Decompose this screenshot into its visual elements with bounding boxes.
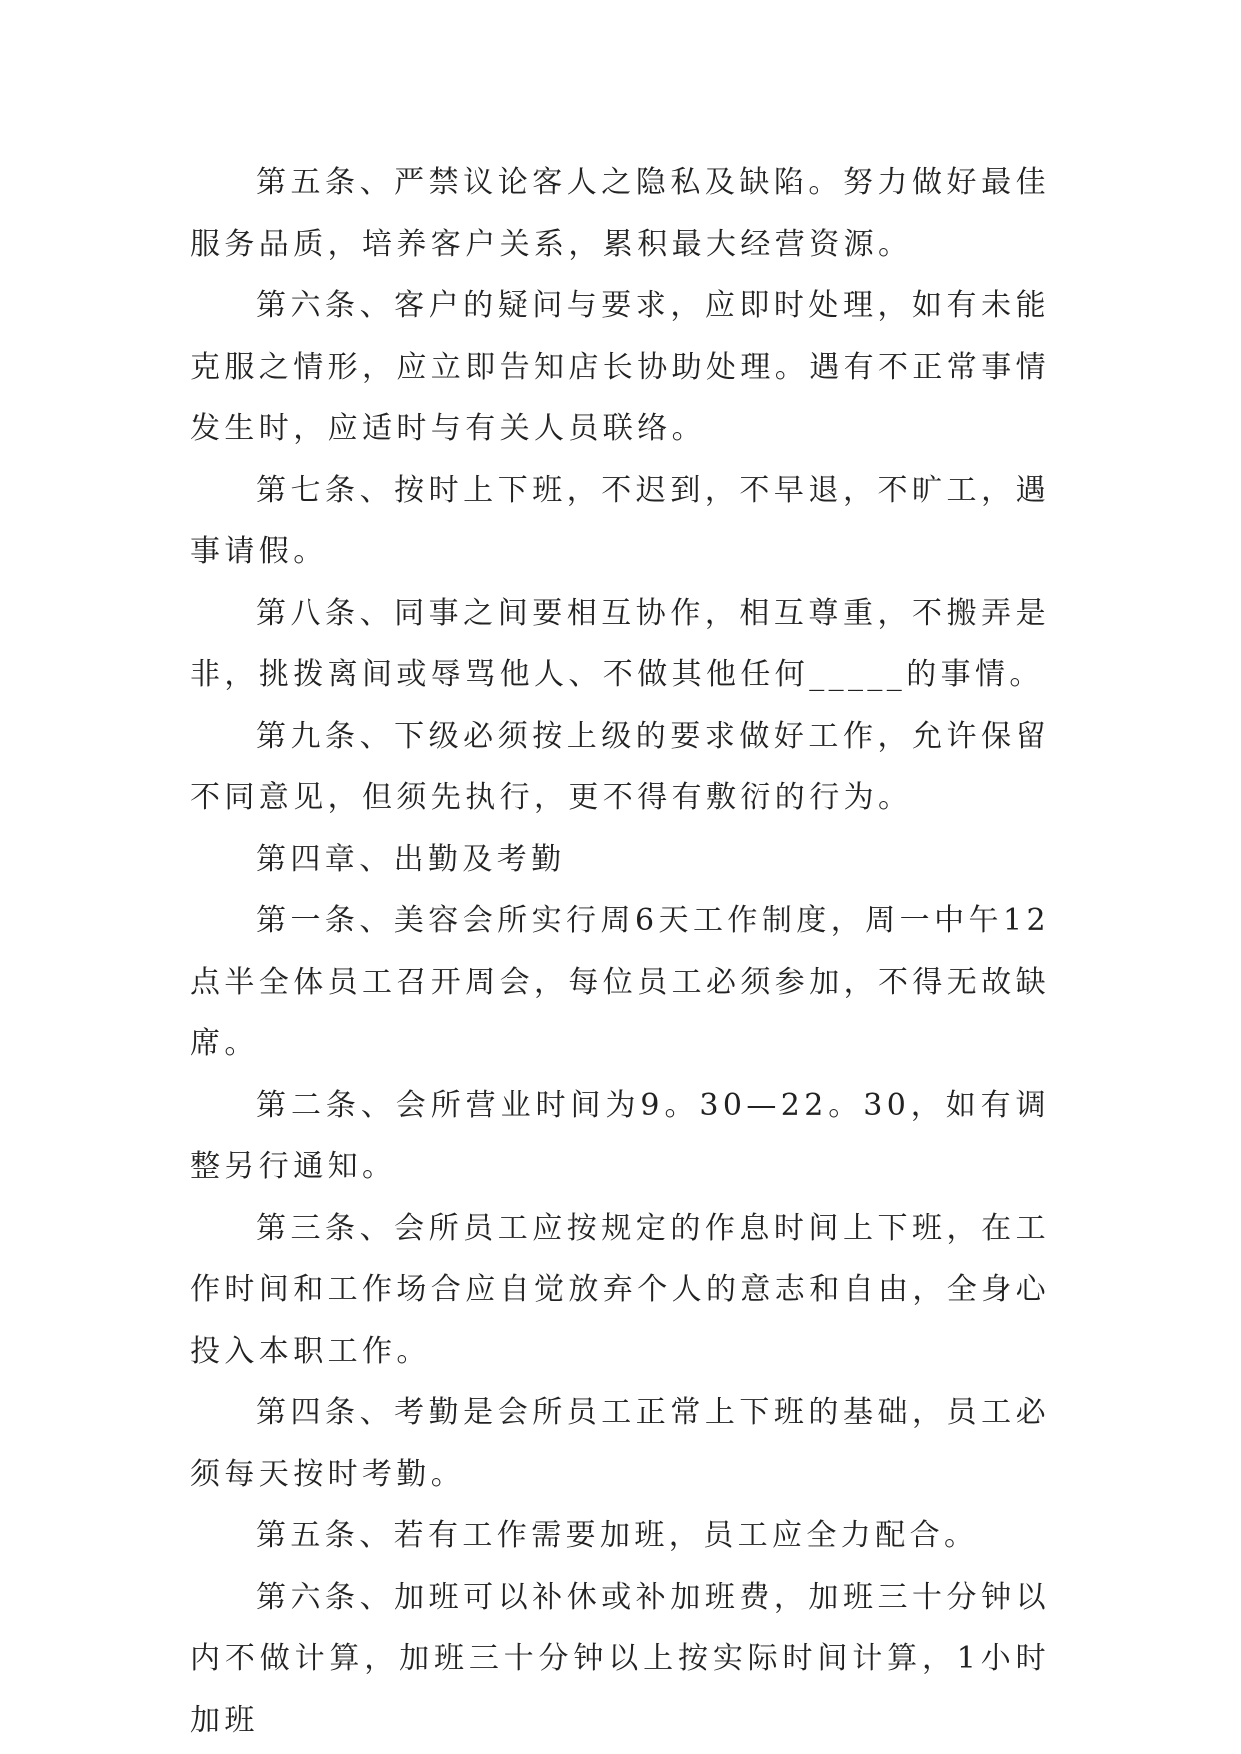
paragraph-chapter4-article-4: 第四条、考勤是会所员工正常上下班的基础，员工必须每天按时考勤。 bbox=[190, 1395, 1050, 1492]
paragraph-article-8: 第八条、同事之间要相互协作，相互尊重，不搬弄是非，挑拨离间或辱骂他人、不做其他任何_____的事情。 bbox=[190, 595, 1050, 692]
paragraph-chapter4-article-3: 第三条、会所员工应按规定的作息时间上下班，在工作时间和工作场合应自觉放弃个人的意志和自由，全身心投入本职工作。 bbox=[190, 1210, 1050, 1369]
paragraph-article-5: 第五条、严禁议论客人之隐私及缺陷。努力做好最佳服务品质，培养客户关系，累积最大经营资源。 bbox=[190, 165, 1050, 262]
chapter-heading: 第四章、出勤及考勤 bbox=[256, 841, 566, 877]
paragraph-chapter4-article-1: 第一条、美容会所实行周6天工作制度，周一中午12点半全体员工召开周会，每位员工必须参加，不得无故缺席。 bbox=[190, 903, 1050, 1061]
paragraph-chapter4-article-5: 第五条、若有工作需要加班，员工应全力配合。 bbox=[256, 1518, 979, 1553]
paragraph-article-9: 第九条、下级必须按上级的要求做好工作，允许保留不同意见，但须先执行，更不得有敷衍的行为。 bbox=[190, 718, 1050, 815]
paragraph-chapter4-article-2: 第二条、会所营业时间为9。30—22。30，如有调整另行通知。 bbox=[190, 1087, 1050, 1184]
paragraph-article-6: 第六条、客户的疑问与要求，应即时处理，如有未能克服之情形，应立即告知店长协助处理。遇有不正常事情发生时，应适时与有关人员联络。 bbox=[190, 288, 1050, 446]
paragraph-article-7: 第七条、按时上下班，不迟到，不早退，不旷工，遇事请假。 bbox=[190, 472, 1050, 569]
document-body bbox=[190, 152, 1050, 1751]
paragraph-chapter4-article-6: 第六条、加班可以补休或补加班费，加班三十分钟以内不做计算，加班三十分钟以上按实际时间计算，1小时加班 bbox=[190, 1579, 1050, 1738]
